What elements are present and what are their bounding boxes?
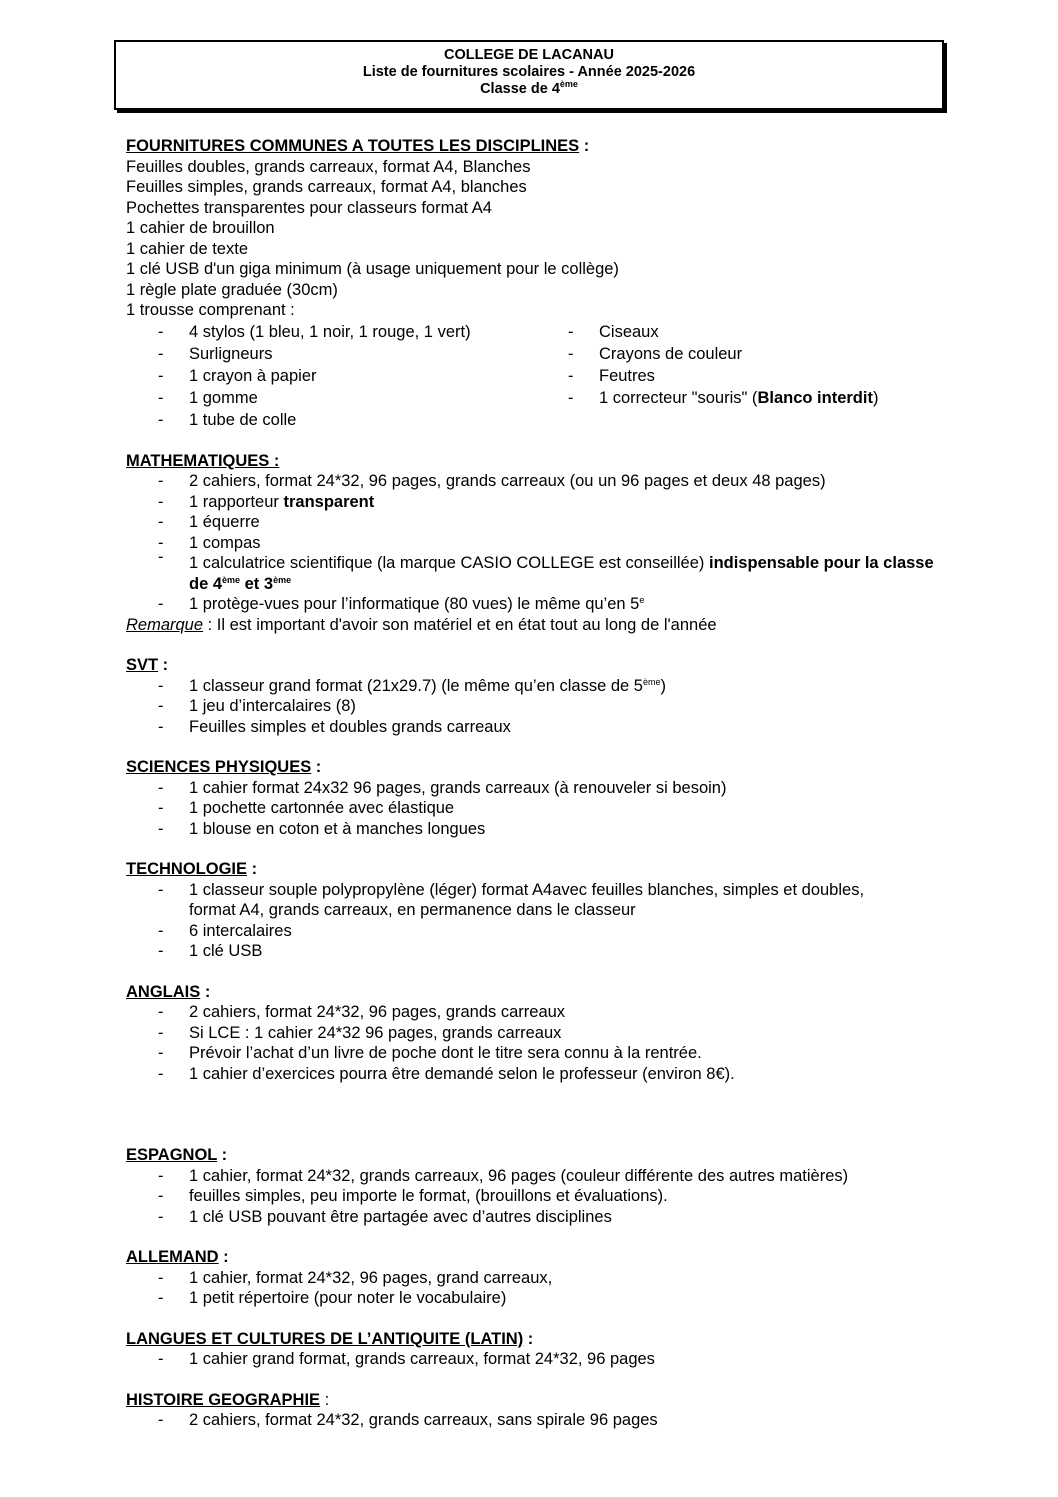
- dash: -: [158, 819, 164, 838]
- item-text: 1 compas: [189, 533, 261, 552]
- item-text: 1 équerre: [189, 513, 260, 531]
- item-text: ): [660, 676, 666, 695]
- item-text: 1 gomme: [189, 388, 258, 407]
- section-title: [126, 136, 946, 157]
- item-text: 2 cahiers, format 24*32, grands carreaux, sans spirale 96 pages: [189, 1411, 658, 1429]
- list-item: [126, 941, 946, 962]
- section-title-text: TECHNOLOGIE: [126, 860, 248, 878]
- title-colon: :: [217, 1146, 228, 1164]
- section-techno: [126, 859, 946, 962]
- class-sup: ème: [559, 79, 578, 89]
- section-title: [126, 982, 946, 1003]
- list-item: [536, 343, 946, 365]
- dash: -: [158, 344, 164, 363]
- list-item: [126, 1207, 946, 1228]
- list-item: [126, 1002, 946, 1023]
- dash: -: [158, 676, 164, 695]
- list-item: [126, 594, 946, 615]
- item-text: feuilles simples, peu importe le format, (brouillons et évaluations).: [189, 1187, 668, 1205]
- list-line: 1 trousse comprenant :: [126, 301, 295, 319]
- sup: ème: [642, 676, 661, 687]
- list-item: [126, 1268, 946, 1289]
- section-title: [126, 757, 946, 778]
- remark-label: Remarque: [126, 615, 204, 634]
- list-item: [126, 471, 946, 492]
- section-title: [126, 1145, 946, 1166]
- title-colon: :: [579, 137, 590, 155]
- item-text: Prévoir l’achat d’un livre de poche dont le titre sera connu à la rentrée.: [189, 1044, 702, 1062]
- item-text: 1 petit répertoire (pour noter le vocabulaire): [189, 1289, 507, 1307]
- list-item: [126, 717, 946, 738]
- list-item: [126, 533, 946, 554]
- list-line: 1 règle plate graduée (30cm): [126, 280, 338, 299]
- item-text: 1 crayon à papier: [189, 366, 317, 385]
- dash: -: [158, 697, 164, 715]
- section-title: [126, 1247, 946, 1268]
- section-svt: [126, 655, 946, 737]
- dash: -: [158, 1207, 164, 1226]
- list-line: 1 cahier de texte: [126, 239, 248, 258]
- list-item: [126, 1288, 946, 1309]
- dash: -: [158, 942, 164, 960]
- dash: -: [158, 778, 164, 797]
- sup: e: [639, 595, 645, 605]
- item-text: Si LCE : 1 cahier 24*32 96 pages, grands carreaux: [189, 1023, 562, 1042]
- dash: -: [158, 472, 164, 490]
- list-item: [536, 387, 946, 409]
- section-title-text: SCIENCES PHYSIQUES: [126, 758, 312, 776]
- section-commun: [126, 136, 946, 431]
- title-colon: :: [311, 758, 322, 776]
- dash: -: [158, 799, 164, 817]
- dash: -: [158, 1411, 164, 1429]
- item-text: 2 cahiers, format 24*32, 96 pages, grands carreaux (ou un 96 pages et deux 48 pages): [189, 472, 826, 490]
- item-text: 1 cahier grand format, grands carreaux, format 24*32, 96 pages: [189, 1350, 655, 1368]
- list-item: [126, 696, 946, 717]
- item-text: 1 classeur grand format (21x29.7) (le même qu’en classe de 5: [189, 676, 643, 695]
- dash: -: [158, 595, 164, 613]
- list-item: [126, 1349, 946, 1370]
- dash: -: [568, 388, 574, 407]
- dash: -: [568, 366, 574, 385]
- list-item: [126, 512, 946, 533]
- list-item: [126, 343, 536, 365]
- title-colon: :: [247, 860, 258, 878]
- list-item: [126, 1166, 946, 1187]
- bold-part: indispensable pour la classe de 4: [189, 554, 934, 593]
- item-bold: transparent: [283, 492, 375, 511]
- item-text: 1 pochette cartonnée avec élastique: [189, 799, 455, 817]
- list-line: Pochettes transparentes pour classeurs format A4: [126, 198, 492, 217]
- dash: -: [158, 1350, 164, 1368]
- item-text: Surligneurs: [189, 344, 273, 363]
- sup: ème: [273, 574, 292, 585]
- dash: -: [568, 322, 574, 341]
- dash: -: [158, 1064, 164, 1083]
- title-colon: :: [218, 1248, 229, 1266]
- dash: -: [158, 548, 164, 566]
- dash: -: [158, 513, 164, 531]
- list-item: [536, 365, 946, 387]
- title-part: MATHEMATIQUES: [126, 451, 274, 470]
- section-title: [126, 1329, 946, 1350]
- list-item: [126, 676, 946, 697]
- section-title-text: FOURNITURES COMMUNES A TOUTES LES DISCIPLINES: [126, 137, 580, 155]
- section-title-text: HISTOIRE GEOGRAPHIE: [126, 1390, 321, 1409]
- item-text: 2 cahiers, format 24*32, 96 pages, grands carreaux: [189, 1003, 566, 1021]
- item-text: 1 calculatrice scientifique (la marque CASIO COLLEGE est conseillée): [189, 554, 709, 572]
- item-bold: Blanco interdit: [757, 388, 873, 407]
- item-text: Feutres: [599, 366, 655, 385]
- list-item: [536, 321, 946, 343]
- list-line: 1 clé USB d'un giga minimum (à usage uniquement pour le collège): [126, 260, 619, 278]
- supply-list: [126, 136, 946, 1451]
- remark: [126, 615, 946, 636]
- class-level: [116, 81, 942, 98]
- class-prefix: Classe de 4: [480, 81, 560, 97]
- title-colon: :: [273, 451, 280, 470]
- header-box: [114, 40, 944, 110]
- list-item: [126, 492, 946, 513]
- list-item: [126, 321, 536, 343]
- section-physique: [126, 757, 946, 839]
- item-text: 1 jeu d’intercalaires (8): [189, 697, 356, 715]
- bold-part: et 3: [240, 574, 274, 593]
- list-item: [126, 365, 536, 387]
- dash: -: [158, 388, 164, 407]
- list-line: 1 cahier de brouillon: [126, 219, 275, 237]
- item-text: 1 tube de colle: [189, 410, 297, 429]
- section-latin: [126, 1329, 946, 1370]
- section-title-text: [126, 452, 279, 470]
- list-item: [126, 778, 946, 799]
- item-text: Feuilles simples et doubles grands carreaux: [189, 717, 511, 736]
- dash: -: [158, 1044, 164, 1062]
- item-text: 1 rapporteur: [189, 492, 284, 511]
- dash: -: [158, 717, 164, 736]
- remark-text: : Il est important d'avoir son matériel et en état tout au long de l'année: [203, 615, 717, 634]
- dash: -: [158, 880, 164, 899]
- section-title-text: LANGUES ET CULTURES DE L’ANTIQUITE (LATIN): [126, 1329, 524, 1348]
- dash: -: [158, 1268, 164, 1287]
- section-allemand: [126, 1247, 946, 1309]
- dash: -: [158, 1166, 164, 1185]
- list-line: Feuilles doubles, grands carreaux, format A4, Blanches: [126, 157, 531, 176]
- item-text: 1 correcteur "souris" (: [599, 388, 758, 407]
- section-title-text: ESPAGNOL: [126, 1146, 218, 1164]
- trousse-columns: [126, 321, 946, 431]
- list-item: [126, 548, 939, 594]
- section-title-text: SVT: [126, 656, 159, 674]
- sup: ème: [222, 574, 241, 585]
- item-text: format A4, grands carreaux, en permanence dans le classeur: [189, 901, 636, 919]
- section-maths: [126, 451, 946, 636]
- section-title: [126, 859, 946, 880]
- dash: -: [158, 533, 164, 552]
- item-text: ): [872, 388, 879, 407]
- list-title: Liste de fournitures scolaires - Année 2025-2026: [362, 64, 696, 80]
- section-anglais: [126, 982, 946, 1085]
- item-text: 6 intercalaires: [189, 921, 292, 940]
- dash: -: [568, 344, 574, 363]
- list-item: [126, 880, 946, 901]
- list-item: [126, 1410, 946, 1431]
- section-title: [126, 451, 946, 472]
- list-item: [126, 1043, 946, 1064]
- item-text: 1 cahier, format 24*32, grands carreaux, 96 pages (couleur différente des autres matières): [189, 1166, 849, 1185]
- section-title-text: ALLEMAND: [126, 1248, 219, 1266]
- list-item: [126, 409, 536, 431]
- title-colon: :: [158, 656, 169, 674]
- dash: -: [158, 410, 164, 429]
- dash: -: [158, 366, 164, 385]
- dash: -: [158, 322, 164, 341]
- list-item: [126, 798, 946, 819]
- title-colon: :: [320, 1390, 330, 1409]
- dash: -: [158, 1003, 164, 1021]
- title-colon: :: [200, 982, 211, 1001]
- list-item: [126, 921, 946, 942]
- section-histoire: [126, 1390, 946, 1431]
- dash: -: [158, 492, 164, 511]
- item-text: 1 cahier format 24x32 96 pages, grands carreaux (à renouveler si besoin): [189, 778, 727, 797]
- item-text: 4 stylos (1 bleu, 1 noir, 1 rouge, 1 vert): [189, 322, 471, 341]
- dash: -: [158, 921, 164, 940]
- item-text: 1 classeur souple polypropylène (léger) format A4avec feuilles blanches, simples et doubles,: [189, 880, 865, 899]
- dash: -: [158, 1187, 164, 1205]
- list-item: [126, 1186, 946, 1207]
- trousse-left: [126, 321, 536, 431]
- dash: -: [158, 1289, 164, 1307]
- list-line: Feuilles simples, grands carreaux, format A4, blanches: [126, 178, 527, 196]
- list-item: [126, 819, 946, 840]
- list-item: [126, 1064, 946, 1085]
- section-title: [126, 1390, 946, 1411]
- dash: -: [158, 1023, 164, 1042]
- section-title-text: ANGLAIS: [126, 982, 201, 1001]
- section-espagnol: [126, 1145, 946, 1227]
- title-colon: :: [523, 1329, 534, 1348]
- section-title: [126, 655, 946, 676]
- item-text: Ciseaux: [599, 322, 659, 341]
- trousse-right: [536, 321, 946, 431]
- list-item: [126, 1023, 946, 1044]
- item-text: 1 cahier, format 24*32, 96 pages, grand carreaux,: [189, 1268, 553, 1287]
- school-name: COLLEGE DE LACANAU: [444, 47, 614, 63]
- list-item-continued: [126, 900, 946, 921]
- item-text: 1 clé USB: [189, 942, 263, 960]
- item-text: 1 cahier d’exercices pourra être demandé selon le professeur (environ 8€).: [189, 1064, 735, 1083]
- item-text: 1 blouse en coton et à manches longues: [189, 819, 486, 838]
- item-text: 1 clé USB pouvant être partagée avec d’autres disciplines: [189, 1207, 612, 1226]
- item-text: Crayons de couleur: [599, 344, 743, 363]
- item-text: 1 protège-vues pour l’informatique (80 vues) le même qu’en 5: [189, 595, 640, 613]
- list-item: [126, 387, 536, 409]
